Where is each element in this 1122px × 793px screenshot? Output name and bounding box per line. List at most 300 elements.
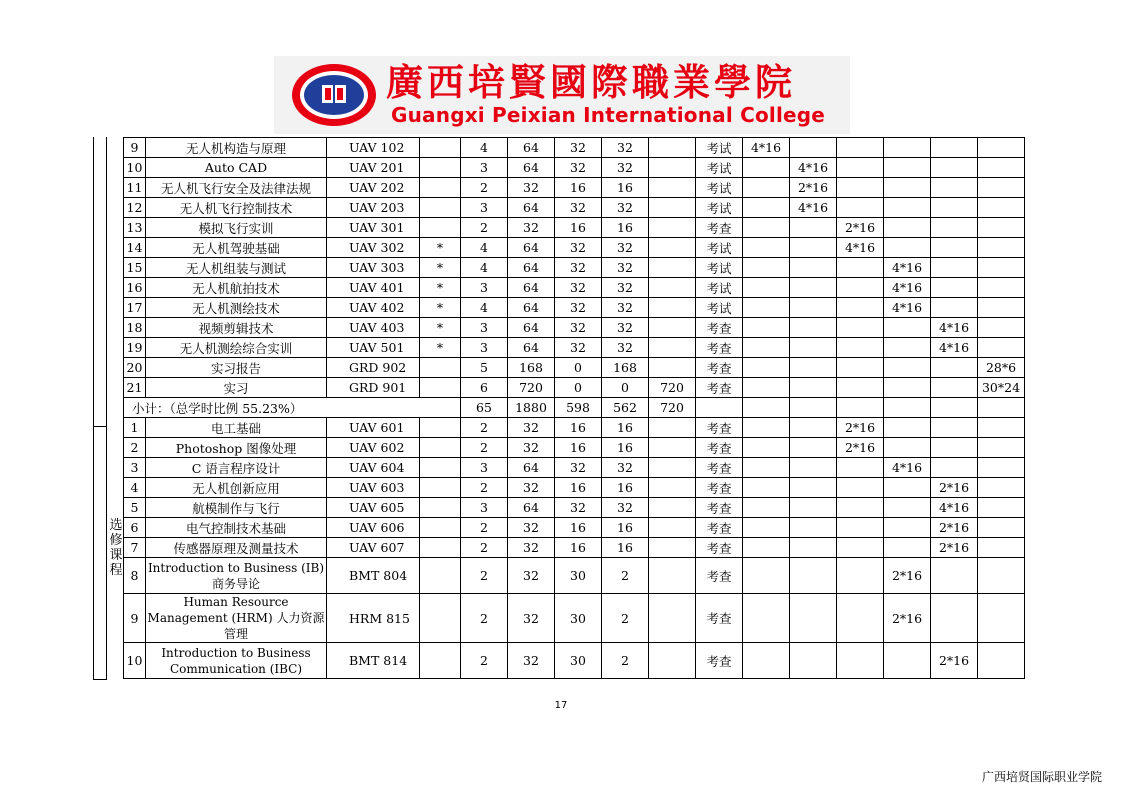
page-number: 17 [554,700,568,711]
course-name-cell: Auto CAD [146,158,327,178]
course-row [124,538,1025,558]
theory-hours-cell: 30 [555,643,602,679]
semester-3-cell [837,538,884,558]
semester-6-cell [978,518,1025,538]
credits-cell: 3 [461,338,508,358]
index-cell: 9 [124,594,146,643]
assessment-cell: 考查 [696,218,743,238]
semester-2-cell [790,538,837,558]
assessment-cell: 考试 [696,258,743,278]
semester-6-cell [978,538,1025,558]
total-hours-cell: 32 [508,643,555,679]
theory-hours-cell: 32 [555,298,602,318]
internship-hours-cell [649,518,696,538]
total-hours-cell: 32 [508,518,555,538]
semester-1-cell [743,643,790,679]
semester-3-cell [837,458,884,478]
course-name-cell: 实习 [146,378,327,398]
semester-1-cell [743,258,790,278]
course-code-cell: GRD 901 [327,378,420,398]
internship-hours-cell [649,278,696,298]
semester-4-cell [884,318,931,338]
course-code-cell: UAV 402 [327,298,420,318]
credits-cell: 6 [461,378,508,398]
course-row [124,438,1025,458]
practice-hours-cell: 32 [602,458,649,478]
total-hours-cell: 64 [508,138,555,158]
course-row [124,238,1025,258]
course-row [124,318,1025,338]
internship-hours-cell [649,238,696,258]
course-row [124,518,1025,538]
index-cell: 3 [124,458,146,478]
college-logo-banner [274,56,850,134]
course-row [124,643,1025,679]
semester-6-cell [978,498,1025,518]
subtotal-value-cell: 65 [461,398,508,418]
index-cell: 16 [124,278,146,298]
semester-2-cell: 2*16 [790,178,837,198]
semester-1-cell [743,298,790,318]
total-hours-cell: 32 [508,538,555,558]
internship-hours-cell [649,258,696,278]
semester-4-cell: 4*16 [884,278,931,298]
semester-2-cell [790,258,837,278]
practice-hours-cell: 16 [602,518,649,538]
course-row [124,358,1025,378]
course-schedule-table [123,137,1025,679]
semester-4-cell [884,238,931,258]
theory-hours-cell: 0 [555,378,602,398]
theory-hours-cell: 16 [555,478,602,498]
theory-hours-cell: 32 [555,338,602,358]
internship-hours-cell [649,458,696,478]
assessment-cell: 考查 [696,518,743,538]
assessment-cell: 考查 [696,358,743,378]
credits-cell: 3 [461,498,508,518]
credits-cell: 2 [461,594,508,643]
credits-cell: 5 [461,358,508,378]
semester-1-cell [743,358,790,378]
semester-4-cell [884,198,931,218]
semester-4-cell [884,538,931,558]
course-name-cell: 电工基础 [146,418,327,438]
practice-hours-cell: 16 [602,178,649,198]
subtotal-empty-cell [931,398,978,418]
course-name-cell: 视频剪辑技术 [146,318,327,338]
semester-4-cell [884,438,931,458]
semester-2-cell [790,318,837,338]
semester-2-cell [790,278,837,298]
semester-6-cell [978,238,1025,258]
practice-hours-cell: 16 [602,478,649,498]
semester-4-cell [884,498,931,518]
course-code-cell: BMT 814 [327,643,420,679]
core-mark-cell [420,138,461,158]
credits-cell: 4 [461,138,508,158]
semester-1-cell [743,418,790,438]
semester-6-cell [978,158,1025,178]
semester-6-cell [978,558,1025,594]
index-cell: 8 [124,558,146,594]
core-mark-cell [420,594,461,643]
assessment-cell: 考查 [696,643,743,679]
semester-5-cell [931,198,978,218]
semester-6-cell [978,478,1025,498]
semester-1-cell: 4*16 [743,138,790,158]
practice-hours-cell: 32 [602,258,649,278]
semester-1-cell [743,238,790,258]
course-name-cell: Introduction to Business Communication (IBC) [146,643,327,679]
index-cell: 13 [124,218,146,238]
index-cell: 6 [124,518,146,538]
index-cell: 11 [124,178,146,198]
total-hours-cell: 64 [508,298,555,318]
subtotal-empty-cell [978,398,1025,418]
credits-cell: 3 [461,158,508,178]
course-code-cell: UAV 602 [327,438,420,458]
course-name-cell: Human Resource Management (HRM) 人力资源管理 [146,594,327,643]
assessment-cell: 考试 [696,178,743,198]
course-code-cell: UAV 601 [327,418,420,438]
semester-5-cell [931,138,978,158]
theory-hours-cell: 16 [555,538,602,558]
core-mark-cell: * [420,278,461,298]
index-cell: 5 [124,498,146,518]
semester-6-cell [978,338,1025,358]
total-hours-cell: 64 [508,258,555,278]
theory-hours-cell: 32 [555,198,602,218]
course-code-cell: UAV 606 [327,518,420,538]
course-row [124,418,1025,438]
semester-2-cell [790,218,837,238]
theory-hours-cell: 32 [555,238,602,258]
total-hours-cell: 168 [508,358,555,378]
total-hours-cell: 32 [508,218,555,238]
credits-cell: 2 [461,418,508,438]
theory-hours-cell: 32 [555,498,602,518]
internship-hours-cell [649,558,696,594]
elective-category-label: 选修课程 [109,518,123,578]
course-name-cell: 无人机航拍技术 [146,278,327,298]
index-cell: 17 [124,298,146,318]
semester-3-cell [837,478,884,498]
core-mark-cell [420,158,461,178]
semester-5-cell [931,418,978,438]
course-code-cell: UAV 603 [327,478,420,498]
credits-cell: 2 [461,518,508,538]
course-row [124,218,1025,238]
internship-hours-cell: 720 [649,378,696,398]
semester-5-cell: 4*16 [931,338,978,358]
subtotal-row [124,398,1025,418]
index-cell: 20 [124,358,146,378]
semester-2-cell [790,438,837,458]
subtotal-value-cell: 720 [649,398,696,418]
semester-2-cell [790,518,837,538]
credits-cell: 3 [461,458,508,478]
total-hours-cell: 32 [508,418,555,438]
practice-hours-cell: 16 [602,218,649,238]
theory-hours-cell: 30 [555,594,602,643]
semester-5-cell: 2*16 [931,643,978,679]
semester-6-cell [978,258,1025,278]
semester-5-cell [931,438,978,458]
semester-5-cell: 4*16 [931,318,978,338]
semester-5-cell [931,218,978,238]
total-hours-cell: 64 [508,498,555,518]
course-name-cell: 无人机构造与原理 [146,138,327,158]
theory-hours-cell: 0 [555,358,602,378]
theory-hours-cell: 32 [555,318,602,338]
practice-hours-cell: 32 [602,198,649,218]
total-hours-cell: 32 [508,594,555,643]
course-code-cell: HRM 815 [327,594,420,643]
theory-hours-cell: 16 [555,218,602,238]
semester-5-cell [931,558,978,594]
semester-1-cell [743,318,790,338]
index-cell: 14 [124,238,146,258]
credits-cell: 3 [461,318,508,338]
semester-6-cell [978,278,1025,298]
total-hours-cell: 64 [508,458,555,478]
semester-1-cell [743,458,790,478]
course-row [124,498,1025,518]
core-mark-cell [420,538,461,558]
internship-hours-cell [649,358,696,378]
semester-4-cell [884,378,931,398]
semester-4-cell [884,518,931,538]
semester-5-cell: 2*16 [931,478,978,498]
subtotal-empty-cell [837,398,884,418]
subtotal-label: 小计：（总学时比例 55.23%） [124,398,461,418]
semester-3-cell: 4*16 [837,238,884,258]
index-cell: 10 [124,158,146,178]
internship-hours-cell [649,218,696,238]
theory-hours-cell: 32 [555,158,602,178]
semester-6-cell [978,318,1025,338]
semester-3-cell: 2*16 [837,418,884,438]
theory-hours-cell: 16 [555,178,602,198]
semester-1-cell [743,594,790,643]
semester-3-cell [837,358,884,378]
course-code-cell: UAV 102 [327,138,420,158]
credits-cell: 4 [461,238,508,258]
subtotal-value-cell: 598 [555,398,602,418]
course-name-cell: 航模制作与飞行 [146,498,327,518]
practice-hours-cell: 16 [602,438,649,458]
course-code-cell: UAV 501 [327,338,420,358]
course-row [124,338,1025,358]
semester-2-cell: 4*16 [790,158,837,178]
credits-cell: 2 [461,558,508,594]
assessment-cell: 考查 [696,538,743,558]
course-row [124,378,1025,398]
internship-hours-cell [649,418,696,438]
index-cell: 2 [124,438,146,458]
course-code-cell: UAV 403 [327,318,420,338]
semester-1-cell [743,498,790,518]
credits-cell: 4 [461,258,508,278]
practice-hours-cell: 32 [602,298,649,318]
course-row [124,594,1025,643]
semester-1-cell [743,278,790,298]
semester-4-cell [884,218,931,238]
practice-hours-cell: 2 [602,594,649,643]
theory-hours-cell: 30 [555,558,602,594]
semester-5-cell [931,358,978,378]
total-hours-cell: 64 [508,238,555,258]
credits-cell: 2 [461,478,508,498]
semester-4-cell [884,418,931,438]
internship-hours-cell [649,478,696,498]
index-cell: 4 [124,478,146,498]
practice-hours-cell: 32 [602,238,649,258]
semester-3-cell [837,318,884,338]
subtotal-value-cell: 562 [602,398,649,418]
course-name-cell: 无人机驾驶基础 [146,238,327,258]
assessment-cell: 考查 [696,318,743,338]
semester-3-cell [837,643,884,679]
assessment-cell: 考查 [696,378,743,398]
index-cell: 12 [124,198,146,218]
internship-hours-cell [649,138,696,158]
assessment-cell: 考试 [696,298,743,318]
semester-2-cell [790,498,837,518]
course-code-cell: UAV 302 [327,238,420,258]
total-hours-cell: 64 [508,278,555,298]
credits-cell: 2 [461,438,508,458]
core-mark-cell [420,518,461,538]
practice-hours-cell: 2 [602,558,649,594]
course-row [124,458,1025,478]
internship-hours-cell [649,178,696,198]
total-hours-cell: 720 [508,378,555,398]
course-code-cell: UAV 604 [327,458,420,478]
course-code-cell: UAV 401 [327,278,420,298]
semester-1-cell [743,558,790,594]
semester-5-cell [931,258,978,278]
core-mark-cell: * [420,298,461,318]
total-hours-cell: 32 [508,438,555,458]
credits-cell: 4 [461,298,508,318]
college-name-english: Guangxi Peixian International College [391,103,826,127]
core-mark-cell [420,498,461,518]
course-code-cell: UAV 301 [327,218,420,238]
course-row [124,198,1025,218]
internship-hours-cell [649,643,696,679]
semester-1-cell [743,538,790,558]
credits-cell: 2 [461,538,508,558]
semester-2-cell [790,643,837,679]
assessment-cell: 考查 [696,458,743,478]
core-mark-cell [420,458,461,478]
core-mark-cell [420,478,461,498]
semester-1-cell [743,218,790,238]
theory-hours-cell: 32 [555,458,602,478]
semester-4-cell [884,643,931,679]
practice-hours-cell: 32 [602,318,649,338]
semester-2-cell [790,338,837,358]
subtotal-value-cell: 1880 [508,398,555,418]
course-code-cell: UAV 201 [327,158,420,178]
total-hours-cell: 32 [508,478,555,498]
course-row [124,178,1025,198]
credits-cell: 2 [461,643,508,679]
subtotal-empty-cell [884,398,931,418]
course-name-cell: 无人机组装与测试 [146,258,327,278]
internship-hours-cell [649,498,696,518]
semester-1-cell [743,478,790,498]
semester-5-cell: 2*16 [931,518,978,538]
theory-hours-cell: 16 [555,518,602,538]
semester-2-cell [790,238,837,258]
course-name-cell: C 语言程序设计 [146,458,327,478]
semester-2-cell [790,138,837,158]
core-mark-cell [420,643,461,679]
semester-1-cell [743,438,790,458]
semester-1-cell [743,378,790,398]
course-name-cell: 电气控制技术基础 [146,518,327,538]
semester-2-cell [790,458,837,478]
college-seal-icon [289,61,379,129]
course-row [124,478,1025,498]
semester-3-cell [837,338,884,358]
semester-4-cell [884,478,931,498]
subtotal-empty-cell [790,398,837,418]
practice-hours-cell: 16 [602,538,649,558]
assessment-cell: 考查 [696,418,743,438]
credits-cell: 2 [461,218,508,238]
practice-hours-cell: 32 [602,498,649,518]
core-mark-cell: * [420,258,461,278]
theory-hours-cell: 32 [555,258,602,278]
assessment-cell: 考试 [696,138,743,158]
semester-6-cell [978,643,1025,679]
semester-4-cell [884,178,931,198]
course-name-cell: 无人机飞行控制技术 [146,198,327,218]
practice-hours-cell: 2 [602,643,649,679]
course-row [124,258,1025,278]
assessment-cell: 考查 [696,558,743,594]
core-mark-cell [420,178,461,198]
semester-1-cell [743,178,790,198]
internship-hours-cell [649,438,696,458]
semester-5-cell [931,594,978,643]
semester-3-cell [837,378,884,398]
semester-5-cell: 4*16 [931,498,978,518]
assessment-cell: 考试 [696,158,743,178]
internship-hours-cell [649,338,696,358]
semester-5-cell [931,278,978,298]
semester-1-cell [743,158,790,178]
semester-5-cell [931,178,978,198]
course-row [124,298,1025,318]
index-cell: 21 [124,378,146,398]
core-mark-cell: * [420,338,461,358]
internship-hours-cell [649,198,696,218]
semester-3-cell [837,498,884,518]
semester-4-cell: 2*16 [884,594,931,643]
semester-6-cell: 30*24 [978,378,1025,398]
semester-4-cell [884,338,931,358]
semester-6-cell [978,178,1025,198]
semester-4-cell [884,138,931,158]
semester-3-cell [837,278,884,298]
course-name-cell: Introduction to Business (IB)商务导论 [146,558,327,594]
semester-6-cell [978,438,1025,458]
total-hours-cell: 64 [508,318,555,338]
